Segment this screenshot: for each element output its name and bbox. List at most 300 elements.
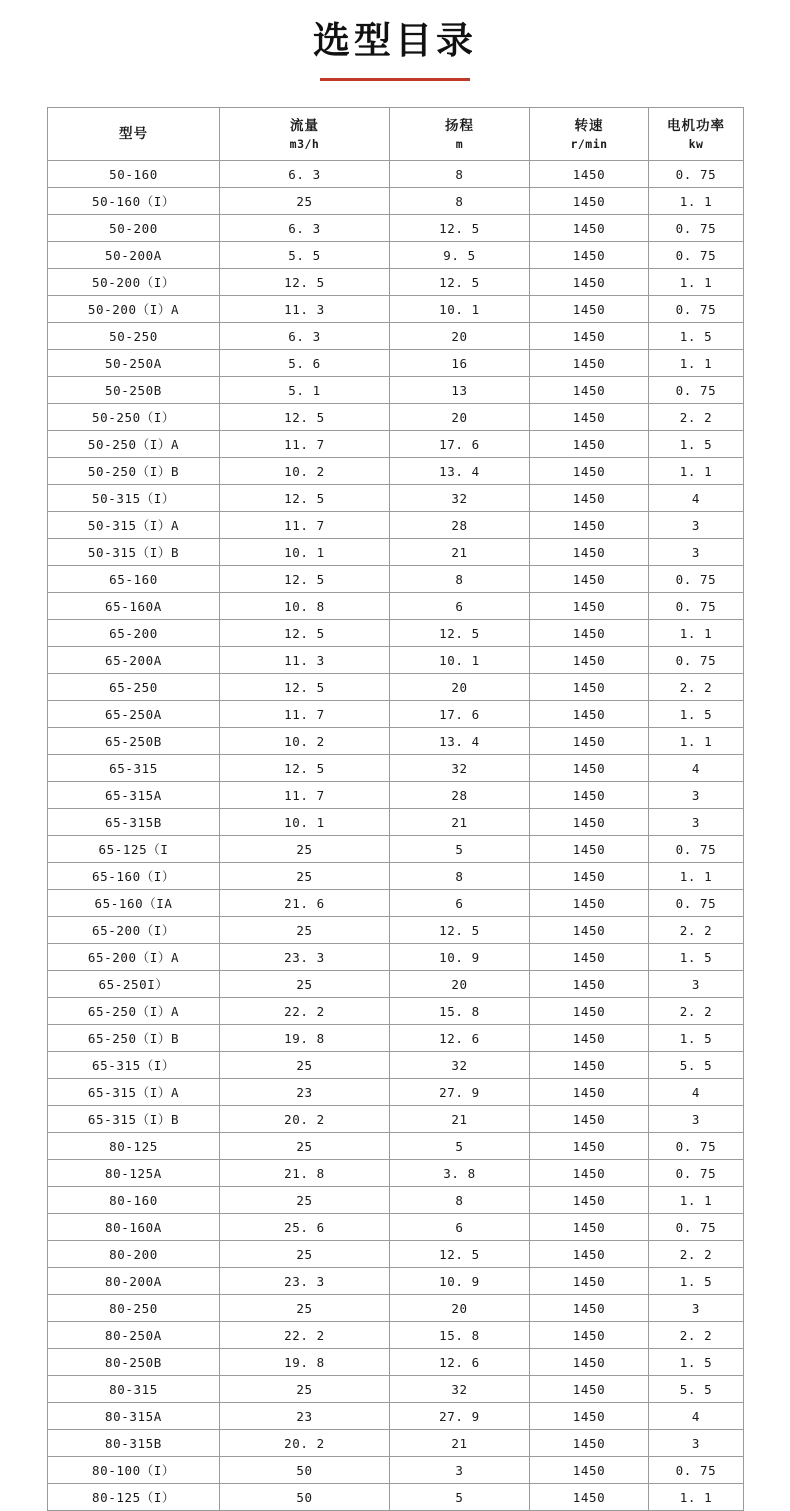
cell-speed: 1450 (530, 539, 649, 566)
table-row (48, 188, 744, 215)
table-row (48, 296, 744, 323)
cell-model: 50-200A (48, 242, 220, 269)
cell-power: 1. 5 (649, 1025, 744, 1052)
table-body (48, 161, 744, 1511)
cell-head: 21 (390, 809, 530, 836)
cell-speed: 1450 (530, 1295, 649, 1322)
column-header-head-label: 扬程 (445, 117, 474, 134)
cell-model: 65-315（I）A (48, 1079, 220, 1106)
cell-power: 4 (649, 485, 744, 512)
cell-power: 0. 75 (649, 836, 744, 863)
cell-flow: 22. 2 (220, 1322, 390, 1349)
cell-head: 21 (390, 1430, 530, 1457)
cell-flow: 19. 8 (220, 1349, 390, 1376)
cell-flow: 11. 7 (220, 782, 390, 809)
cell-flow: 12. 5 (220, 674, 390, 701)
cell-head: 3 (390, 1457, 530, 1484)
cell-model: 50-250（I）B (48, 458, 220, 485)
table-row (48, 1484, 744, 1511)
cell-flow: 22. 2 (220, 998, 390, 1025)
cell-flow: 10. 1 (220, 809, 390, 836)
cell-flow: 11. 3 (220, 296, 390, 323)
table-row (48, 620, 744, 647)
cell-speed: 1450 (530, 1268, 649, 1295)
cell-head: 13. 4 (390, 728, 530, 755)
cell-speed: 1450 (530, 485, 649, 512)
cell-flow: 11. 7 (220, 431, 390, 458)
cell-head: 10. 1 (390, 647, 530, 674)
cell-head: 12. 6 (390, 1349, 530, 1376)
cell-model: 80-200 (48, 1241, 220, 1268)
cell-head: 13. 4 (390, 458, 530, 485)
cell-model: 65-250 (48, 674, 220, 701)
cell-power: 1. 1 (649, 728, 744, 755)
cell-power: 1. 5 (649, 1268, 744, 1295)
table-row (48, 1376, 744, 1403)
cell-flow: 20. 2 (220, 1430, 390, 1457)
cell-power: 1. 1 (649, 1187, 744, 1214)
table-row (48, 782, 744, 809)
cell-speed: 1450 (530, 701, 649, 728)
cell-speed: 1450 (530, 1160, 649, 1187)
cell-model: 50-160（I） (48, 188, 220, 215)
cell-head: 3. 8 (390, 1160, 530, 1187)
cell-flow: 12. 5 (220, 755, 390, 782)
cell-head: 9. 5 (390, 242, 530, 269)
cell-flow: 6. 3 (220, 323, 390, 350)
table-row (48, 674, 744, 701)
cell-flow: 25 (220, 1295, 390, 1322)
cell-model: 65-250I） (48, 971, 220, 998)
cell-power: 3 (649, 512, 744, 539)
cell-head: 15. 8 (390, 1322, 530, 1349)
cell-flow: 25 (220, 917, 390, 944)
cell-model: 65-160（I） (48, 863, 220, 890)
table-row (48, 701, 744, 728)
cell-model: 65-315（I） (48, 1052, 220, 1079)
cell-speed: 1450 (530, 1052, 649, 1079)
cell-speed: 1450 (530, 1214, 649, 1241)
cell-power: 1. 5 (649, 323, 744, 350)
cell-flow: 11. 7 (220, 512, 390, 539)
cell-power: 4 (649, 1079, 744, 1106)
cell-flow: 20. 2 (220, 1106, 390, 1133)
table-row (48, 809, 744, 836)
cell-model: 80-250 (48, 1295, 220, 1322)
cell-flow: 25 (220, 1241, 390, 1268)
cell-speed: 1450 (530, 593, 649, 620)
cell-speed: 1450 (530, 188, 649, 215)
cell-power: 1. 1 (649, 458, 744, 485)
cell-head: 5 (390, 836, 530, 863)
cell-flow: 23 (220, 1403, 390, 1430)
cell-speed: 1450 (530, 998, 649, 1025)
cell-head: 17. 6 (390, 701, 530, 728)
cell-model: 65-200（I）A (48, 944, 220, 971)
cell-head: 12. 5 (390, 269, 530, 296)
cell-model: 80-315A (48, 1403, 220, 1430)
table-row (48, 350, 744, 377)
cell-model: 50-250A (48, 350, 220, 377)
cell-head: 27. 9 (390, 1403, 530, 1430)
cell-flow: 25 (220, 1376, 390, 1403)
cell-power: 1. 1 (649, 269, 744, 296)
cell-speed: 1450 (530, 1457, 649, 1484)
cell-speed: 1450 (530, 512, 649, 539)
table-row (48, 539, 744, 566)
cell-model: 65-200 (48, 620, 220, 647)
cell-head: 12. 5 (390, 1241, 530, 1268)
table-row (48, 1025, 744, 1052)
table-row (48, 1457, 744, 1484)
cell-head: 8 (390, 566, 530, 593)
cell-head: 32 (390, 755, 530, 782)
cell-speed: 1450 (530, 1403, 649, 1430)
cell-model: 80-250B (48, 1349, 220, 1376)
column-header-flow (220, 108, 390, 161)
title-underline-rule (320, 78, 470, 81)
cell-model: 80-315B (48, 1430, 220, 1457)
column-header-head (390, 108, 530, 161)
cell-power: 0. 75 (649, 215, 744, 242)
cell-model: 65-250B (48, 728, 220, 755)
cell-model: 65-200A (48, 647, 220, 674)
cell-head: 6 (390, 593, 530, 620)
cell-head: 28 (390, 782, 530, 809)
table-row (48, 1106, 744, 1133)
table-row (48, 485, 744, 512)
cell-power: 0. 75 (649, 377, 744, 404)
cell-flow: 25 (220, 1133, 390, 1160)
cell-head: 12. 5 (390, 620, 530, 647)
cell-model: 50-315（I） (48, 485, 220, 512)
cell-flow: 12. 5 (220, 269, 390, 296)
cell-speed: 1450 (530, 1187, 649, 1214)
cell-speed: 1450 (530, 269, 649, 296)
cell-head: 10. 9 (390, 944, 530, 971)
cell-model: 80-250A (48, 1322, 220, 1349)
cell-model: 65-315B (48, 809, 220, 836)
column-header-speed-unit: r/min (570, 136, 608, 151)
cell-speed: 1450 (530, 836, 649, 863)
cell-flow: 6. 3 (220, 161, 390, 188)
cell-head: 6 (390, 890, 530, 917)
cell-head: 12. 6 (390, 1025, 530, 1052)
cell-model: 50-250（I） (48, 404, 220, 431)
cell-power: 1. 1 (649, 863, 744, 890)
cell-model: 50-160 (48, 161, 220, 188)
cell-head: 20 (390, 323, 530, 350)
cell-model: 50-315（I）A (48, 512, 220, 539)
cell-speed: 1450 (530, 215, 649, 242)
cell-speed: 1450 (530, 1484, 649, 1511)
table-row (48, 863, 744, 890)
cell-model: 80-315 (48, 1376, 220, 1403)
cell-flow: 21. 8 (220, 1160, 390, 1187)
cell-power: 3 (649, 1295, 744, 1322)
table-row (48, 1133, 744, 1160)
cell-flow: 12. 5 (220, 566, 390, 593)
cell-flow: 10. 2 (220, 458, 390, 485)
cell-flow: 21. 6 (220, 890, 390, 917)
cell-head: 12. 5 (390, 215, 530, 242)
cell-head: 20 (390, 1295, 530, 1322)
cell-power: 1. 5 (649, 1349, 744, 1376)
cell-flow: 10. 2 (220, 728, 390, 755)
table-row (48, 323, 744, 350)
cell-flow: 5. 5 (220, 242, 390, 269)
column-header-speed (530, 108, 649, 161)
cell-speed: 1450 (530, 782, 649, 809)
table-row (48, 269, 744, 296)
catalog-table-container (47, 107, 743, 1511)
table-row (48, 1295, 744, 1322)
cell-speed: 1450 (530, 350, 649, 377)
cell-speed: 1450 (530, 1241, 649, 1268)
table-row (48, 512, 744, 539)
cell-flow: 12. 5 (220, 620, 390, 647)
cell-flow: 12. 5 (220, 404, 390, 431)
column-header-flow-label: 流量 (290, 117, 319, 134)
cell-speed: 1450 (530, 971, 649, 998)
page-header (0, 0, 790, 81)
table-row (48, 755, 744, 782)
table-row (48, 1430, 744, 1457)
cell-flow: 11. 7 (220, 701, 390, 728)
cell-speed: 1450 (530, 404, 649, 431)
cell-model: 65-125（I (48, 836, 220, 863)
table-row (48, 1160, 744, 1187)
table-row (48, 215, 744, 242)
cell-speed: 1450 (530, 1349, 649, 1376)
cell-power: 4 (649, 1403, 744, 1430)
cell-model: 50-200（I）A (48, 296, 220, 323)
cell-head: 21 (390, 539, 530, 566)
cell-head: 8 (390, 161, 530, 188)
cell-speed: 1450 (530, 944, 649, 971)
cell-power: 1. 1 (649, 620, 744, 647)
cell-speed: 1450 (530, 377, 649, 404)
cell-speed: 1450 (530, 1430, 649, 1457)
cell-flow: 25 (220, 1052, 390, 1079)
cell-head: 8 (390, 863, 530, 890)
table-row (48, 1403, 744, 1430)
cell-power: 3 (649, 809, 744, 836)
table-row (48, 458, 744, 485)
cell-power: 3 (649, 1106, 744, 1133)
cell-model: 65-315（I）B (48, 1106, 220, 1133)
cell-head: 5 (390, 1484, 530, 1511)
table-row (48, 890, 744, 917)
cell-model: 80-125A (48, 1160, 220, 1187)
cell-flow: 23 (220, 1079, 390, 1106)
cell-flow: 25 (220, 836, 390, 863)
cell-head: 20 (390, 971, 530, 998)
cell-model: 65-250（I）B (48, 1025, 220, 1052)
table-row (48, 161, 744, 188)
cell-model: 80-125 (48, 1133, 220, 1160)
selection-catalog-table (47, 107, 744, 1511)
table-row (48, 1187, 744, 1214)
cell-flow: 23. 3 (220, 944, 390, 971)
cell-model: 65-250A (48, 701, 220, 728)
cell-power: 0. 75 (649, 566, 744, 593)
cell-speed: 1450 (530, 620, 649, 647)
cell-head: 28 (390, 512, 530, 539)
table-row (48, 998, 744, 1025)
cell-speed: 1450 (530, 566, 649, 593)
cell-flow: 25. 6 (220, 1214, 390, 1241)
column-header-power-label: 电机功率 (667, 117, 725, 134)
table-header-row (48, 108, 744, 161)
cell-model: 50-315（I）B (48, 539, 220, 566)
cell-power: 2. 2 (649, 674, 744, 701)
column-header-power-unit: kw (688, 136, 704, 151)
cell-speed: 1450 (530, 1025, 649, 1052)
cell-model: 50-250（I）A (48, 431, 220, 458)
cell-head: 21 (390, 1106, 530, 1133)
cell-power: 0. 75 (649, 1133, 744, 1160)
cell-power: 4 (649, 755, 744, 782)
cell-speed: 1450 (530, 458, 649, 485)
cell-flow: 5. 1 (220, 377, 390, 404)
cell-speed: 1450 (530, 755, 649, 782)
table-row (48, 917, 744, 944)
cell-head: 10. 1 (390, 296, 530, 323)
table-row (48, 1079, 744, 1106)
cell-speed: 1450 (530, 323, 649, 350)
cell-model: 80-125（I） (48, 1484, 220, 1511)
cell-power: 0. 75 (649, 161, 744, 188)
table-row (48, 566, 744, 593)
cell-speed: 1450 (530, 917, 649, 944)
cell-speed: 1450 (530, 1079, 649, 1106)
cell-speed: 1450 (530, 242, 649, 269)
cell-power: 2. 2 (649, 1241, 744, 1268)
cell-model: 80-160A (48, 1214, 220, 1241)
cell-speed: 1450 (530, 1106, 649, 1133)
cell-power: 3 (649, 539, 744, 566)
cell-flow: 25 (220, 971, 390, 998)
cell-speed: 1450 (530, 1322, 649, 1349)
cell-power: 1. 5 (649, 944, 744, 971)
cell-model: 50-250 (48, 323, 220, 350)
cell-power: 5. 5 (649, 1052, 744, 1079)
column-header-head-unit: m (455, 136, 464, 151)
cell-power: 3 (649, 782, 744, 809)
cell-flow: 12. 5 (220, 485, 390, 512)
cell-head: 12. 5 (390, 917, 530, 944)
table-row (48, 377, 744, 404)
cell-power: 2. 2 (649, 917, 744, 944)
cell-head: 10. 9 (390, 1268, 530, 1295)
cell-flow: 25 (220, 1187, 390, 1214)
cell-head: 5 (390, 1133, 530, 1160)
column-header-power (649, 108, 744, 161)
cell-head: 32 (390, 485, 530, 512)
cell-head: 8 (390, 188, 530, 215)
cell-model: 65-250（I）A (48, 998, 220, 1025)
cell-power: 0. 75 (649, 1457, 744, 1484)
column-header-model-label: 型号 (119, 126, 148, 143)
cell-power: 1. 1 (649, 188, 744, 215)
cell-speed: 1450 (530, 809, 649, 836)
cell-head: 32 (390, 1376, 530, 1403)
cell-flow: 11. 3 (220, 647, 390, 674)
table-header (48, 108, 744, 161)
cell-head: 13 (390, 377, 530, 404)
cell-speed: 1450 (530, 161, 649, 188)
cell-model: 50-200 (48, 215, 220, 242)
cell-model: 65-160（IA (48, 890, 220, 917)
cell-speed: 1450 (530, 431, 649, 458)
table-row (48, 1349, 744, 1376)
cell-power: 2. 2 (649, 404, 744, 431)
cell-power: 0. 75 (649, 890, 744, 917)
cell-power: 1. 5 (649, 431, 744, 458)
cell-head: 20 (390, 674, 530, 701)
cell-power: 5. 5 (649, 1376, 744, 1403)
cell-speed: 1450 (530, 890, 649, 917)
table-row (48, 242, 744, 269)
cell-flow: 6. 3 (220, 215, 390, 242)
column-header-speed-label: 转速 (574, 117, 604, 134)
cell-flow: 10. 8 (220, 593, 390, 620)
table-row (48, 593, 744, 620)
cell-power: 0. 75 (649, 593, 744, 620)
cell-model: 65-315A (48, 782, 220, 809)
cell-flow: 5. 6 (220, 350, 390, 377)
table-row (48, 647, 744, 674)
cell-head: 20 (390, 404, 530, 431)
cell-power: 0. 75 (649, 647, 744, 674)
column-header-flow-unit: m3/h (289, 136, 320, 151)
cell-head: 27. 9 (390, 1079, 530, 1106)
cell-speed: 1450 (530, 1376, 649, 1403)
cell-power: 0. 75 (649, 1214, 744, 1241)
cell-power: 2. 2 (649, 1322, 744, 1349)
cell-model: 80-100（I） (48, 1457, 220, 1484)
table-row (48, 971, 744, 998)
cell-power: 2. 2 (649, 998, 744, 1025)
cell-model: 65-200（I） (48, 917, 220, 944)
cell-speed: 1450 (530, 728, 649, 755)
cell-head: 17. 6 (390, 431, 530, 458)
cell-head: 15. 8 (390, 998, 530, 1025)
table-row (48, 728, 744, 755)
cell-power: 0. 75 (649, 1160, 744, 1187)
cell-model: 50-250B (48, 377, 220, 404)
table-row (48, 836, 744, 863)
cell-model: 65-160A (48, 593, 220, 620)
cell-speed: 1450 (530, 647, 649, 674)
cell-power: 0. 75 (649, 296, 744, 323)
cell-power: 1. 1 (649, 350, 744, 377)
table-row (48, 1241, 744, 1268)
cell-head: 16 (390, 350, 530, 377)
cell-model: 65-315 (48, 755, 220, 782)
cell-model: 50-200（I） (48, 269, 220, 296)
table-row (48, 944, 744, 971)
cell-speed: 1450 (530, 674, 649, 701)
table-row (48, 431, 744, 458)
cell-flow: 10. 1 (220, 539, 390, 566)
table-row (48, 1214, 744, 1241)
cell-power: 3 (649, 971, 744, 998)
cell-speed: 1450 (530, 863, 649, 890)
cell-speed: 1450 (530, 296, 649, 323)
page-title: 选型目录 (313, 19, 477, 62)
